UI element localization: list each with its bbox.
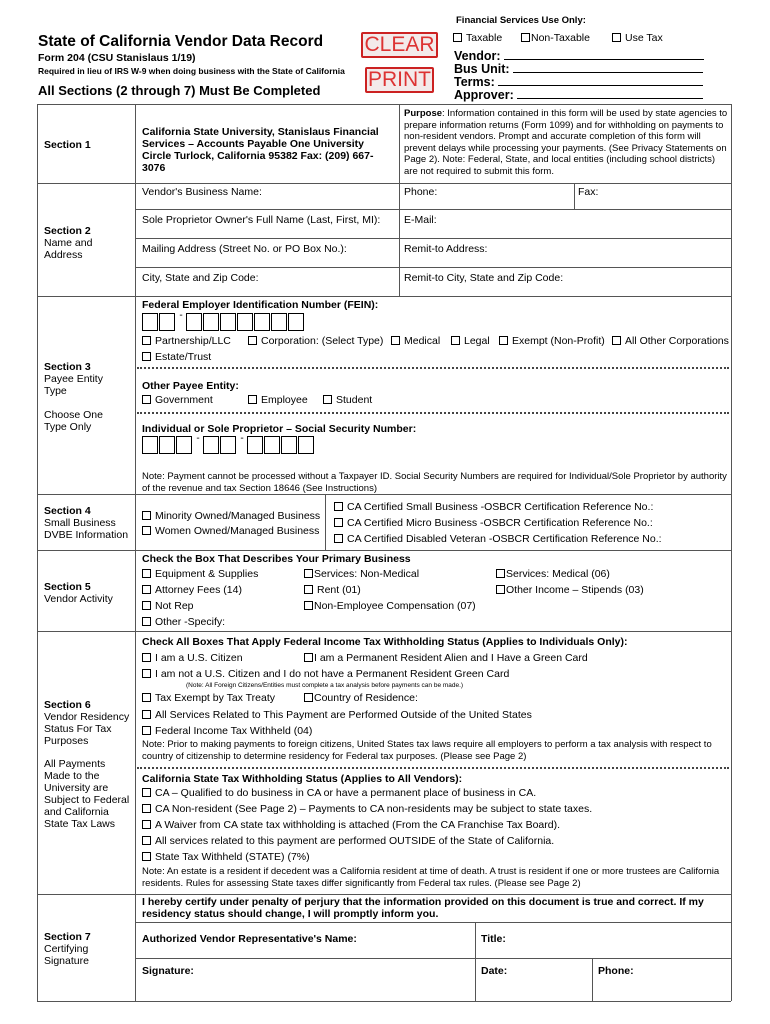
small-business-option[interactable] [334, 501, 653, 513]
fso-title: Financial Services Use Only: [456, 15, 586, 26]
fso-terms-line[interactable] [498, 74, 703, 86]
form-title: State of California Vendor Data Record [38, 33, 324, 50]
fso-use-tax-label: Use Tax [625, 32, 663, 44]
divider [325, 494, 326, 550]
all-other-corp-label: All Other Corporations [625, 335, 729, 347]
purpose-body: : Information contained in this form will be used by state agencies to prepare information returns (Form 1099) and for withholding on payments to non-resident vendors. Prompt and accurate completion of this form will prevent delays while processing your payments. (See Privacy Statements on Page 2). Note: Federal, State, and local entities (including school districts) are not required to submit this form. [404, 108, 728, 177]
checkbox[interactable] [142, 804, 151, 813]
rent-label: Rent (01) [317, 584, 361, 596]
divider [37, 183, 731, 184]
divider [592, 958, 593, 1001]
divider [37, 104, 38, 1001]
ssn-label: Individual or Sole Proprietor – Social Security Number: [142, 423, 417, 435]
outside-us-option[interactable] [142, 709, 532, 721]
divider [37, 894, 731, 895]
perm-resident-option[interactable] [304, 652, 588, 664]
fso-use-tax[interactable] [612, 32, 663, 44]
section-5-sub: Vendor Activity [44, 593, 113, 605]
date-field[interactable]: Date: [481, 965, 508, 977]
checkbox[interactable] [391, 336, 400, 345]
required-note: Required in lieu of IRS W-9 when doing business with the State of California [38, 66, 345, 76]
fso-non-taxable-label: Non-Taxable [531, 32, 590, 44]
checkbox[interactable] [142, 820, 151, 829]
ca-nonresident-label: CA Non-resident (See Page 2) – Payments to CA non-residents may be subject to state taxes. [155, 803, 593, 815]
estate-trust-note: Note: An estate is a resident if decedent was a California resident at time of death. A trust is resident if one or more trustees are California residents. Rules for assessing State taxes differ significantly from Federal tax rules. (Please see Page 2) [142, 866, 720, 889]
primary-business-heading: Check the Box That Describes Your Primary Business [142, 553, 411, 565]
fed-withheld-option[interactable] [142, 725, 312, 737]
services-nonmed-option[interactable] [304, 568, 419, 580]
all-sections-note: All Sections (2 through 7) Must Be Completed [38, 83, 321, 98]
fed-withholding-heading: Check All Boxes That Apply Federal Income Tax Withholding Status (Applies to Individuals Only): [142, 636, 628, 648]
fein-label: Federal Employer Identification Number (FEIN): [142, 299, 379, 311]
signature-field[interactable]: Signature: [142, 965, 194, 977]
minority-label: Minority Owned/Managed Business [155, 510, 321, 522]
waiver-label: A Waiver from CA state tax withholding is attached (From the CA Franchise Tax Board). [155, 819, 561, 831]
purpose-text [404, 108, 728, 177]
checkbox[interactable] [142, 788, 151, 797]
section-5-label: Section 5 [44, 581, 91, 593]
nonemployee-option[interactable] [304, 600, 476, 612]
ca-nonresident-option[interactable] [142, 803, 592, 815]
waiver-option[interactable] [142, 819, 560, 831]
divider [37, 296, 731, 297]
certification-statement: I hereby certify under penalty of perjury that the information provided on this document is true and correct. If my residency status should change, I will promptly inform you. [142, 896, 704, 920]
us-citizen-option[interactable] [142, 652, 243, 664]
checkbox[interactable] [304, 601, 313, 610]
partnership-label: Partnership/LLC [155, 335, 231, 347]
corporation-option[interactable] [248, 335, 383, 347]
checkbox[interactable] [142, 601, 151, 610]
checkbox[interactable] [496, 585, 505, 594]
other-specify-option[interactable] [142, 616, 225, 628]
section-4-label: Section 4 [44, 505, 91, 517]
authorized-name-field[interactable]: Authorized Vendor Representative's Name: [142, 933, 357, 945]
divider [37, 104, 731, 105]
fso-bus-unit-line[interactable] [513, 61, 703, 73]
fso-approver-label: Approver: [454, 88, 514, 102]
section-7-label: Section 7 [44, 931, 91, 943]
fso-taxable[interactable] [453, 32, 502, 44]
women-label: Women Owned/Managed Business [155, 525, 320, 537]
checkbox[interactable] [304, 693, 313, 702]
employee-label: Employee [261, 394, 308, 406]
ssn-input[interactable]: - - [142, 436, 315, 454]
perm-resident-label: I am a Permanent Resident Alien and I Have a Green Card [314, 652, 588, 664]
checkbox[interactable] [451, 336, 460, 345]
checkbox[interactable] [334, 518, 343, 527]
micro-business-option[interactable] [334, 517, 653, 529]
outside-ca-option[interactable] [142, 835, 554, 847]
not-citizen-label: I am not a U.S. Citizen and I do not have a Permanent Resident Green Card [155, 668, 510, 680]
checkbox[interactable] [142, 511, 151, 520]
exempt-option[interactable] [499, 335, 605, 347]
legal-option[interactable] [451, 335, 490, 347]
small-business-label: CA Certified Small Business -OSBCR Certification Reference No.: [347, 501, 654, 513]
medical-option[interactable] [391, 335, 440, 347]
checkbox[interactable] [142, 726, 151, 735]
divider [731, 104, 732, 1001]
checkbox[interactable] [304, 569, 313, 578]
city-state-zip-field[interactable]: City, State and Zip Code: [142, 272, 259, 284]
attorney-label: Attorney Fees (14) [155, 584, 242, 596]
us-citizen-label: I am a U.S. Citizen [155, 652, 243, 664]
services-nonmed-label: Services: Non-Medical [314, 568, 420, 580]
checkbox[interactable] [304, 585, 313, 594]
outside-ca-label: All services related to this payment are performed OUTSIDE of the State of California. [155, 835, 555, 847]
purpose-label: Purpose [404, 108, 443, 119]
dotted-divider [137, 412, 729, 414]
exempt-label: Exempt (Non-Profit) [512, 335, 605, 347]
checkbox[interactable] [499, 336, 508, 345]
section-7-sub: Certifying Signature [44, 943, 89, 967]
other-payee-label: Other Payee Entity: [142, 380, 239, 392]
outside-us-label: All Services Related to This Payment are Performed Outside of the United States [155, 709, 532, 721]
checkbox[interactable] [142, 336, 151, 345]
checkbox[interactable] [334, 502, 343, 511]
ca-withholding-heading: California State Tax Withholding Status (Applies to All Vendors): [142, 773, 463, 785]
phone-sig-field[interactable]: Phone: [598, 965, 634, 977]
divider [135, 209, 731, 210]
section-2-label: Section 2 [44, 225, 91, 237]
fso-vendor-label: Vendor: [454, 49, 501, 63]
checkbox[interactable] [142, 693, 151, 702]
title-field[interactable]: Title: [481, 933, 506, 945]
fed-withheld-label: Federal Income Tax Withheld (04) [155, 725, 313, 737]
student-option[interactable] [323, 394, 372, 406]
checkbox[interactable] [323, 395, 332, 404]
print-button[interactable]: PRINT [365, 67, 434, 93]
checkbox[interactable] [453, 33, 462, 42]
foreign-citizens-note: (Note: All Foreign Citizens/Entities must complete a tax analysis before payments can be made.) [186, 682, 464, 689]
women-option[interactable] [142, 525, 319, 537]
divider [135, 958, 731, 959]
fax-field[interactable]: Fax: [578, 186, 599, 198]
checkbox[interactable] [334, 534, 343, 543]
other-specify-label: Other -Specify: [155, 616, 226, 628]
services-med-label: Services: Medical (06) [506, 568, 610, 580]
section-4-sub: Small Business DVBE Information [44, 517, 129, 541]
dotted-divider [137, 367, 729, 369]
checkbox[interactable] [142, 569, 151, 578]
dvbe-option[interactable] [334, 533, 662, 545]
remit-city-field[interactable]: Remit-to City, State and Zip Code: [404, 272, 564, 284]
tax-exempt-option[interactable] [142, 692, 275, 704]
fso-non-taxable[interactable] [521, 32, 590, 44]
divider [135, 238, 731, 239]
mailing-address-field[interactable]: Mailing Address (Street No. or PO Box No.): [142, 243, 347, 255]
checkbox[interactable] [142, 653, 151, 662]
section-3-label: Section 3 [44, 361, 91, 373]
estate-option[interactable] [142, 351, 211, 363]
estate-label: Estate/Trust [155, 351, 212, 363]
divider [37, 494, 731, 495]
section-6-sub2: All Payments Made to the University are Subject to Federal and California State Tax Laws [44, 758, 130, 830]
student-label: Student [336, 394, 373, 406]
section-3-sub2: Choose One Type Only [44, 409, 103, 433]
foreign-tax-note: Note: Prior to making payments to foreign citizens, United States tax laws require all employers to perform a tax analysis with respect to country of citizenship to determine residency for Federal tax purposes. (Please see Page 2) [142, 739, 712, 762]
section-1-label: Section 1 [44, 139, 91, 151]
checkbox[interactable] [142, 585, 151, 594]
country-label: Country of Residence: [314, 692, 418, 704]
checkbox[interactable] [142, 852, 151, 861]
section-2-sub: Name and Address [44, 237, 93, 261]
attorney-option[interactable] [142, 584, 242, 596]
divider [475, 922, 476, 1001]
all-other-corp-option[interactable] [612, 335, 729, 347]
state-withheld-label: State Tax Withheld (STATE) (7%) [155, 851, 310, 863]
partnership-option[interactable] [142, 335, 231, 347]
country-field[interactable] [304, 692, 418, 704]
nonemployee-label: Non-Employee Compensation (07) [314, 600, 476, 612]
divider [135, 267, 731, 268]
minority-option[interactable] [142, 510, 320, 522]
ca-qualified-option[interactable] [142, 787, 536, 799]
not-rep-label: Not Rep [155, 600, 194, 612]
agency-address: California State University, Stanislaus Financial Services – Accounts Payable One University Circle Turlock, California 95382 Fax: (209) 667-3076 [142, 126, 379, 174]
checkbox[interactable] [142, 669, 151, 678]
medical-label: Medical [404, 335, 441, 347]
divider [37, 550, 731, 551]
legal-label: Legal [464, 335, 490, 347]
corporation-label: Corporation: (Select Type) [261, 335, 384, 347]
government-option[interactable] [142, 394, 213, 406]
ca-qualified-label: CA – Qualified to do business in CA or have a permanent place of business in CA. [155, 787, 537, 799]
section-3-sub1: Payee Entity Type [44, 373, 103, 397]
state-withheld-option[interactable] [142, 851, 310, 863]
checkbox[interactable] [496, 569, 505, 578]
email-field[interactable]: E-Mail: [404, 214, 437, 226]
micro-business-label: CA Certified Micro Business -OSBCR Certification Reference No.: [347, 517, 653, 529]
clear-button[interactable]: CLEAR [361, 32, 438, 58]
checkbox[interactable] [142, 710, 151, 719]
fso-approver-line[interactable] [517, 87, 703, 99]
other-income-option[interactable] [496, 584, 644, 596]
checkbox[interactable] [304, 653, 313, 662]
rent-option[interactable] [304, 584, 361, 596]
fso-bus-unit-label: Bus Unit: [454, 62, 510, 76]
checkbox[interactable] [142, 836, 151, 845]
employee-option[interactable] [248, 394, 308, 406]
divider [37, 631, 731, 632]
other-income-label: Other Income – Stipends (03) [506, 584, 644, 596]
fso-taxable-label: Taxable [466, 32, 503, 44]
equipment-option[interactable] [142, 568, 258, 580]
checkbox[interactable] [142, 352, 151, 361]
not-citizen-option[interactable] [142, 668, 509, 680]
tax-exempt-label: Tax Exempt by Tax Treaty [155, 692, 276, 704]
checkbox[interactable] [142, 617, 151, 626]
checkbox[interactable] [142, 395, 151, 404]
fso-terms-label: Terms: [454, 75, 495, 89]
divider [574, 183, 575, 209]
remit-address-field[interactable]: Remit-to Address: [404, 243, 488, 255]
not-rep-option[interactable] [142, 600, 194, 612]
form-number: Form 204 (CSU Stanislaus 1/19) [38, 52, 196, 64]
fso-approver-field[interactable] [454, 87, 703, 102]
owner-name-field[interactable]: Sole Proprietor Owner's Full Name (Last, First, MI): [142, 214, 381, 226]
fso-vendor-line[interactable] [504, 48, 704, 60]
fein-input[interactable]: - [142, 313, 305, 331]
checkbox[interactable] [612, 33, 621, 42]
services-med-option[interactable] [496, 568, 610, 580]
checkbox[interactable] [612, 336, 621, 345]
business-name-field[interactable]: Vendor's Business Name: [142, 186, 262, 198]
dvbe-label: CA Certified Disabled Veteran -OSBCR Certification Reference No.: [347, 533, 662, 545]
government-label: Government [155, 394, 213, 406]
checkbox[interactable] [248, 336, 257, 345]
divider [135, 922, 731, 923]
checkbox[interactable] [521, 33, 530, 42]
section-6-label: Section 6 [44, 699, 91, 711]
taxpayer-id-note: Note: Payment cannot be processed without a Taxpayer ID. Social Security Numbers are required for Individual/Sole Proprietor by authority of the revenue and tax Section 18646 (See Instructions) [142, 471, 727, 494]
checkbox[interactable] [248, 395, 257, 404]
divider [37, 1001, 731, 1002]
section-6-sub1: Vendor Residency Status For Tax Purposes [44, 711, 130, 747]
checkbox[interactable] [142, 526, 151, 535]
equipment-label: Equipment & Supplies [155, 568, 259, 580]
dotted-divider [137, 767, 729, 769]
phone-field[interactable]: Phone: [404, 186, 438, 198]
